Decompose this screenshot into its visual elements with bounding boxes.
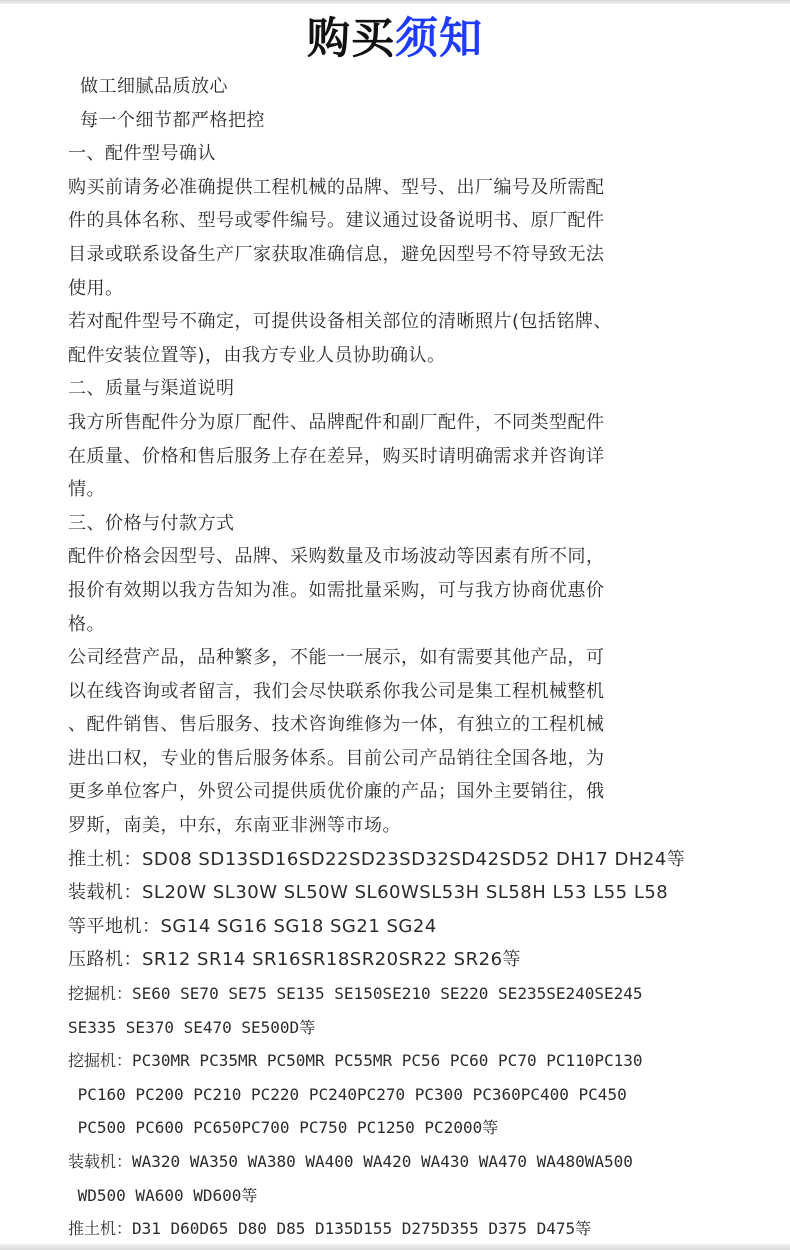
title-part-blue: 须知 — [395, 14, 483, 64]
paragraph-line: 购买前请务必准确提供工程机械的品牌、型号、出厂编号及所需配 — [68, 176, 605, 198]
paragraph-line: 以在线咨询或者留言，我们会尽快联系你我公司是集工程机械整机 — [68, 680, 605, 702]
model-list-line: 挖掘机：PC30MR PC35MR PC50MR PC55MR PC56 PC60 PC70 PC110PC130 — [68, 1051, 643, 1071]
bottom-border — [0, 1244, 790, 1250]
model-list-line: 推土机：D31 D60D65 D80 D85 D135D155 D275D355 D375 D475等 — [68, 1219, 592, 1239]
page-title — [0, 8, 790, 70]
paragraph-line: 罗斯，南美，中东，东南亚非洲等市场。 — [68, 815, 401, 837]
model-list-line: 装载机：SL20W SL30W SL50W SL60WSL53H SL58H L53 L55 L58 — [68, 882, 669, 904]
section-heading: 三、价格与付款方式 — [68, 512, 235, 534]
paragraph-line: 更多单位客户，外贸公司提供质优价廉的产品；国外主要销往，俄 — [68, 781, 605, 803]
paragraph-line: 报价有效期以我方告知为准。如需批量采购，可与我方协商优惠价 — [68, 579, 605, 601]
model-list-line: 推土机：SD08 SD13SD16SD22SD23SD32SD42SD52 DH17 DH24等 — [68, 848, 686, 870]
model-list-line: 压路机：SR12 SR14 SR16SR18SR20SR22 SR26等 — [68, 949, 522, 971]
intro-line: 每一个细节都严格把控 — [80, 109, 265, 131]
model-list-line: 等平地机：SG14 SG16 SG18 SG21 SG24 — [68, 915, 437, 937]
section-heading: 二、质量与渠道说明 — [68, 378, 235, 400]
model-list-line: WD500 WA600 WD600等 — [68, 1185, 258, 1205]
model-list-line: 装载机：WA320 WA350 WA380 WA400 WA420 WA430 WA470 WA480WA500 — [68, 1152, 633, 1171]
model-list-line: PC160 PC200 PC210 PC220 PC240PC270 PC300 PC360PC400 PC450 — [68, 1084, 627, 1104]
paragraph-line: 件的具体名称、型号或零件编号。建议通过设备说明书、原厂配件 — [68, 210, 605, 232]
model-list-line: PC500 PC600 PC650PC700 PC750 PC1250 PC2000等 — [68, 1118, 499, 1138]
model-list-line: 挖掘机：SE60 SE70 SE75 SE135 SE150SE210 SE220 SE235SE240SE245 — [68, 984, 643, 1004]
paragraph-line: 目录或联系设备生产厂家获取准确信息，避免因型号不符导致无法 — [68, 243, 605, 265]
paragraph-line: 、配件销售、售后服务、技术咨询维修为一体，有独立的工程机械 — [68, 714, 605, 736]
paragraph-line: 公司经营产品，品种繁多，不能一一展示，如有需要其他产品，可 — [68, 647, 605, 669]
paragraph-line: 配件安装位置等)，由我方专业人员协助确认。 — [68, 344, 446, 366]
top-border — [0, 0, 790, 4]
section-heading: 一、配件型号确认 — [68, 143, 216, 165]
paragraph-line: 情。 — [68, 479, 105, 501]
paragraph-line: 若对配件型号不确定，可提供设备相关部位的清晰照片(包括铭牌、 — [68, 311, 613, 333]
model-list-line: SE335 SE370 SE470 SE500D等 — [68, 1017, 316, 1037]
paragraph-line: 格。 — [68, 613, 105, 635]
title-part-black: 购买 — [307, 14, 395, 64]
paragraph-line: 配件价格会因型号、品牌、采购数量及市场波动等因素有所不同， — [68, 546, 605, 568]
notice-content — [0, 70, 790, 1246]
intro-line: 做工细腻品质放心 — [80, 76, 228, 97]
paragraph-line: 我方所售配件分为原厂配件、品牌配件和副厂配件，不同类型配件 — [68, 411, 605, 433]
paragraph-line: 进出口权，专业的售后服务体系。目前公司产品销往全国各地，为 — [68, 747, 605, 769]
paragraph-line: 在质量、价格和售后服务上存在差异，购买时请明确需求并咨询详 — [68, 445, 605, 467]
paragraph-line: 使用。 — [68, 277, 124, 299]
